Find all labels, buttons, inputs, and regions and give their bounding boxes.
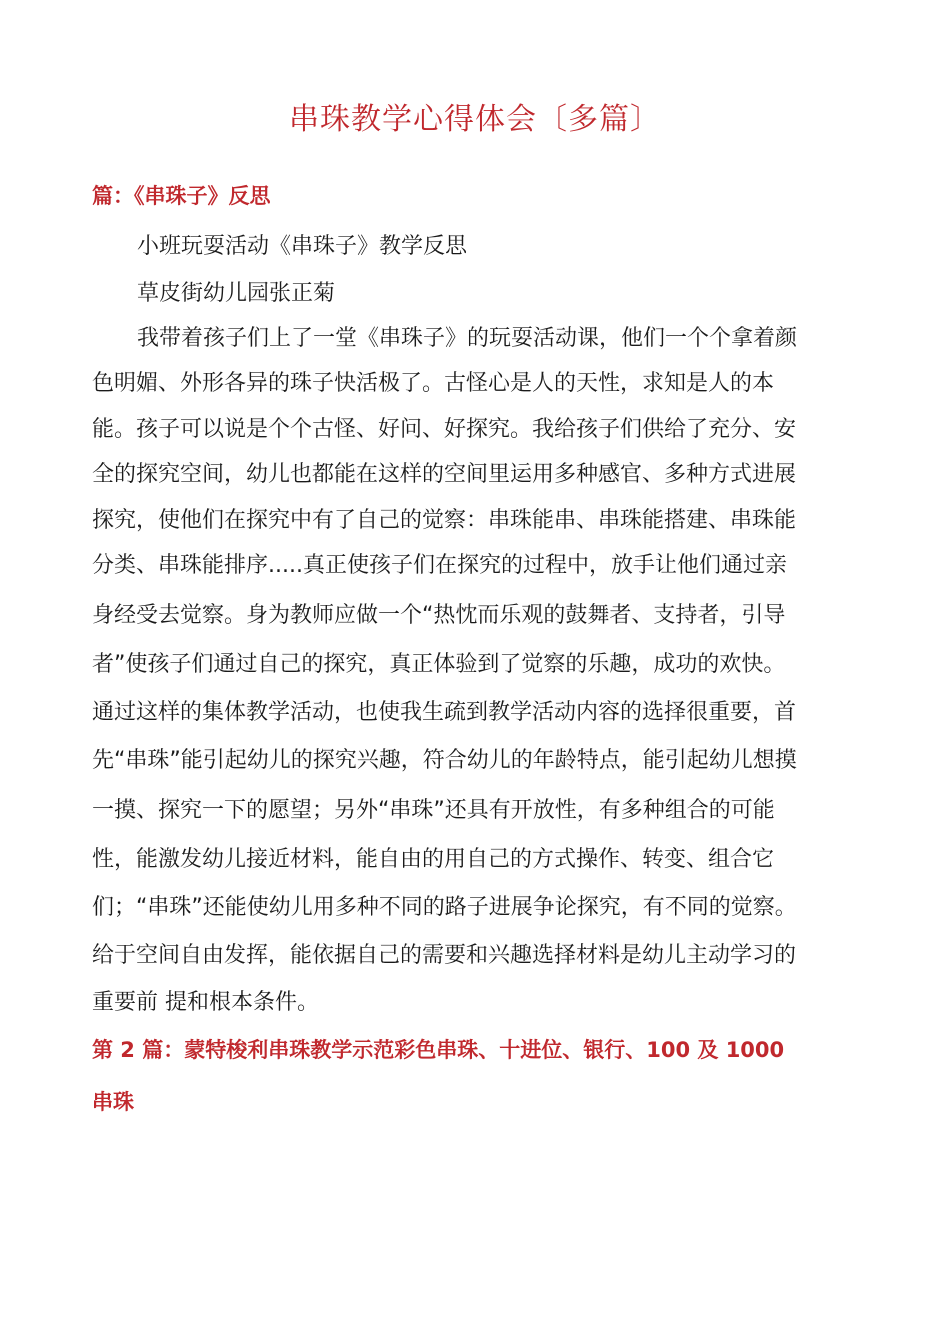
body-line: 能。孩子可以说是个个古怪、好问、好探究。我给孩子们供给了充分、安 bbox=[92, 417, 797, 442]
section-1-author: 草皮街幼儿园张正菊 bbox=[137, 281, 336, 306]
body-line: 给于空间自由发挥，能依据自己的需要和兴趣选择材料是幼儿主动学习的 bbox=[92, 943, 797, 968]
body-line: 重要前 提和根本条件。 bbox=[92, 990, 319, 1015]
section-2-heading: 第 2 篇：蒙特梭利串珠教学示范彩色串珠、十进位、银行、100 及 1000 bbox=[92, 1038, 785, 1062]
body-line: 一摸、探究一下的愿望；另外“串珠”还具有开放性，有多种组合的可能 bbox=[92, 798, 775, 823]
body-line: 者”使孩子们通过自己的探究，真正体验到了觉察的乐趣，成功的欢快。 bbox=[92, 652, 786, 677]
body-line: 们；“串珠”还能使幼儿用多种不同的路子进展争论探究，有不同的觉察。 bbox=[92, 895, 797, 920]
body-line: 分类、串珠能排序.....真正使孩子们在探究的过程中，放手让他们通过亲 bbox=[92, 553, 787, 578]
body-line: 色明媚、外形各异的珠子快活极了。古怪心是人的天性，求知是人的本 bbox=[92, 371, 775, 396]
document-title: 串珠教学心得体会〔多篇〕 bbox=[289, 102, 661, 137]
section-1-heading: 篇：《串珠子》反思 bbox=[92, 184, 271, 208]
section-1-subtitle: 小班玩耍活动《串珠子》教学反思 bbox=[137, 234, 468, 259]
body-line: 全的探究空间，幼儿也都能在这样的空间里运用多种感官、多种方式进展 bbox=[92, 462, 797, 487]
body-line: 先“串珠”能引起幼儿的探究兴趣，符合幼儿的年龄特点，能引起幼儿想摸 bbox=[92, 748, 797, 773]
body-line: 身经受去觉察。身为教师应做一个“热忱而乐观的鼓舞者、支持者，引导 bbox=[92, 603, 786, 628]
body-line: 我带着孩子们上了一堂《串珠子》的玩耍活动课，他们一个个拿着颜 bbox=[137, 326, 798, 351]
body-line: 通过这样的集体教学活动，也使我生疏到教学活动内容的选择很重要，首 bbox=[92, 700, 797, 725]
section-2-heading-continued: 串珠 bbox=[92, 1090, 134, 1114]
body-line: 探究，使他们在探究中有了自己的觉察：串珠能串、串珠能搭建、串珠能 bbox=[92, 508, 797, 533]
body-line: 性，能激发幼儿接近材料，能自由的用自己的方式操作、转变、组合它 bbox=[92, 847, 775, 872]
